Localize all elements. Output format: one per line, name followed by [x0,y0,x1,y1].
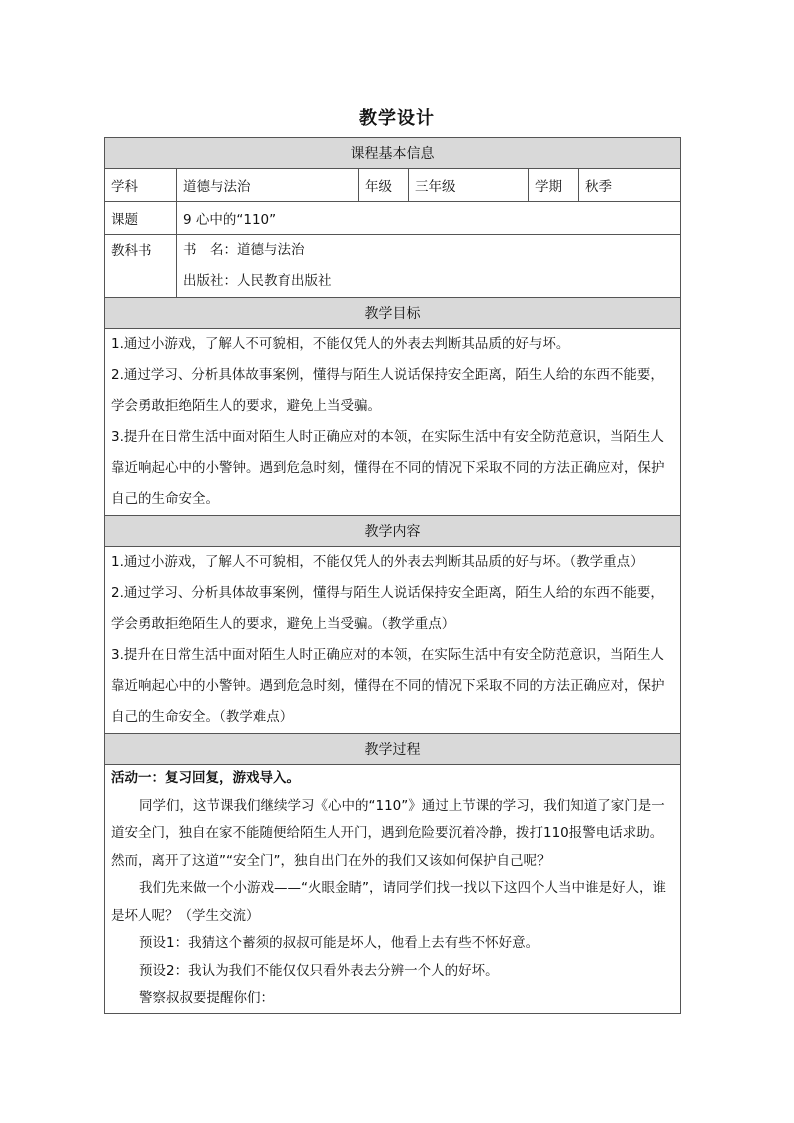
basic-info-header-row [105,138,681,169]
textbook-row [105,235,681,298]
content-item: 2.通过学习、分析具体故事案例，懂得与陌生人说话保持安全距离，陌生人给的东西不能要，学会勇敢拒绝陌生人的要求，避免上当受骗。（教学重点） [111,585,664,632]
page-title: 教学设计 [359,108,435,129]
content-header-row [105,516,681,547]
textbook-label: 教科书 [105,235,177,298]
process-paragraph: 同学们，这节课我们继续学习《心中的“110”》通过上节课的学习，我们知道了家门是一道安全门，独自在家不能随便给陌生人开门，遇到危险要沉着冷静，拨打110报警电话求助。然而，离开了这道”“安全门”，独自出门在外的我们又该如何保护自己呢？ [111,797,665,869]
subject-value: 道德与法治 [177,169,359,202]
grade-label: 年级 [359,169,409,202]
process-paragraph: 我们先来做一个小游戏——“火眼金睛”，请同学们找一找以下这四个人当中谁是好人，谁是坏人呢？（学生交流） [111,880,666,924]
process-paragraph: 预设2：我认为我们不能仅仅只看外表去分辨一个人的好坏。 [139,962,499,979]
process-body [105,765,681,1014]
goals-row [105,329,681,516]
term-label: 学期 [529,169,579,202]
process-paragraph: 预设1：我猜这个蓄须的叔叔可能是坏人，他看上去有些不怀好意。 [139,935,540,951]
activity-title: 活动一：复习回复，游戏导入。 [111,770,300,786]
topic-label: 课题 [105,202,177,235]
goals-header-row [105,298,681,329]
process-row [105,765,681,1014]
goals-header: 教学目标 [105,298,681,329]
process-paragraph: 警察叔叔要提醒你们： [139,990,274,1006]
topic-value: 9 心中的“110” [177,202,681,235]
book-name: 书 名：道德与法治 [183,242,305,258]
content-row [105,547,681,734]
goal-item: 2.通过学习、分析具体故事案例，懂得与陌生人说话保持安全距离，陌生人给的东西不能要，学会勇敢拒绝陌生人的要求，避免上当受骗。 [111,367,664,414]
content-body [105,547,681,734]
subject-label: 学科 [105,169,177,202]
content-item: 1.通过小游戏，了解人不可貌相，不能仅凭人的外表去判断其品质的好与坏。（教学重点） [111,554,644,570]
term-value: 秋季 [579,169,681,202]
goals-body [105,329,681,516]
lesson-design-table [104,137,681,1014]
goal-item: 3.提升在日常生活中面对陌生人时正确应对的本领，在实际生活中有安全防范意识，当陌生人靠近响起心中的小警钟。遇到危急时刻，懂得在不同的情况下采取不同的方法正确应对，保护自己的生命安全。 [111,429,665,507]
process-header: 教学过程 [105,734,681,765]
book-publisher: 出版社：人民教育出版社 [183,273,332,289]
grade-value: 三年级 [409,169,529,202]
topic-row [105,202,681,235]
basic-info-header: 课程基本信息 [105,138,681,169]
content-item: 3.提升在日常生活中面对陌生人时正确应对的本领，在实际生活中有安全防范意识，当陌生人靠近响起心中的小警钟。遇到危急时刻，懂得在不同的情况下采取不同的方法正确应对，保护自己的生命安全。（教学难点） [111,647,665,725]
content-header: 教学内容 [105,516,681,547]
process-header-row [105,734,681,765]
goal-item: 1.通过小游戏，了解人不可貌相，不能仅凭人的外表去判断其品质的好与坏。 [111,336,570,352]
textbook-info [177,235,681,298]
subject-row [105,169,681,202]
